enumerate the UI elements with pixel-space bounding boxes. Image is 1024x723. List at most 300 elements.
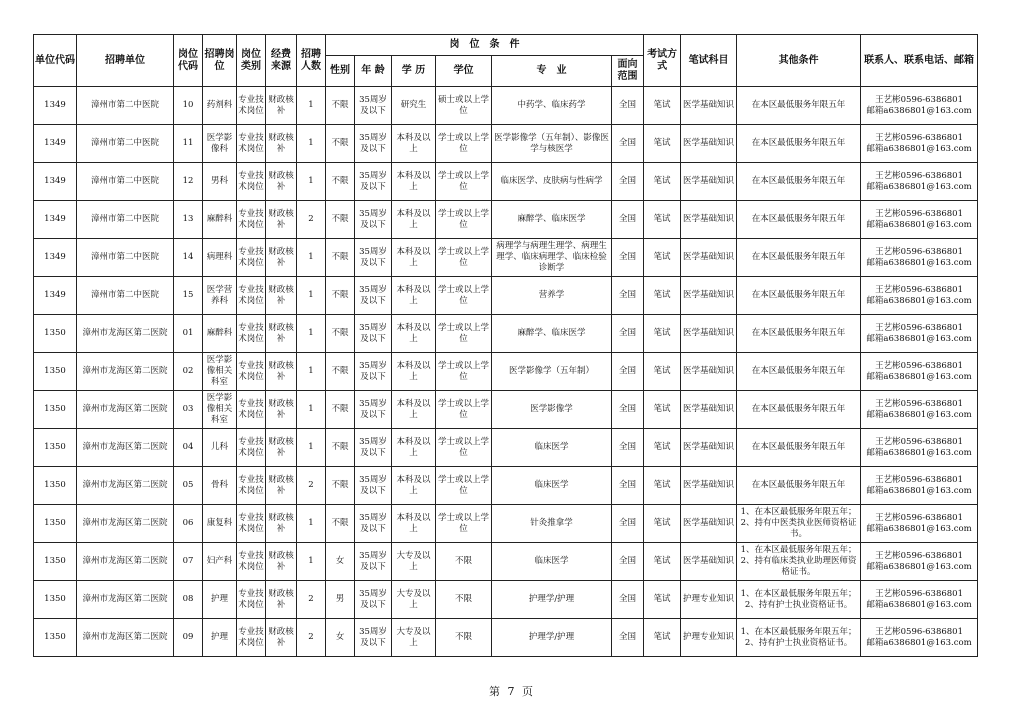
- post-cell: 护理: [203, 581, 237, 619]
- education-cell: 本科及以上: [392, 125, 436, 163]
- count-cell: 2: [297, 467, 326, 505]
- header-scope: 面向范围: [612, 56, 644, 87]
- table-row: [34, 315, 978, 353]
- contact-email: 邮箱a6386801@163.com: [866, 257, 972, 268]
- sex-cell: 不限: [326, 353, 355, 391]
- age-cell: 35周岁及以下: [355, 619, 392, 657]
- post-cell: 医学影像相关科室: [203, 353, 237, 391]
- contact-email: 邮箱a6386801@163.com: [866, 637, 972, 648]
- contact-cell: [861, 239, 978, 277]
- post-cell: 护理: [203, 619, 237, 657]
- contact-cell: [861, 429, 978, 467]
- post-code-cell: 15: [174, 277, 203, 315]
- contact-cell: [861, 391, 978, 429]
- sex-cell: 不限: [326, 429, 355, 467]
- funding-cell: 财政核补: [266, 201, 297, 239]
- age-cell: 35周岁及以下: [355, 315, 392, 353]
- degree-cell: 学士或以上学位: [436, 163, 492, 201]
- major-cell: 护理学/护理: [492, 581, 612, 619]
- funding-cell: 财政核补: [266, 87, 297, 125]
- table-body: [34, 87, 978, 657]
- table-row: [34, 619, 978, 657]
- exam-mode-cell: 笔试: [644, 429, 681, 467]
- post-type-cell: 专业技术岗位: [237, 391, 266, 429]
- table-row: [34, 277, 978, 315]
- funding-cell: 财政核补: [266, 505, 297, 543]
- table-row: [34, 391, 978, 429]
- exam-mode-cell: 笔试: [644, 277, 681, 315]
- contact-name-phone: 王艺彬0596-6386801: [875, 398, 963, 409]
- education-cell: 大专及以上: [392, 543, 436, 581]
- age-cell: 35周岁及以下: [355, 239, 392, 277]
- post-code-cell: 10: [174, 87, 203, 125]
- education-cell: 本科及以上: [392, 505, 436, 543]
- unit-code-cell: 1349: [34, 239, 77, 277]
- contact-cell: [861, 581, 978, 619]
- sex-cell: 不限: [326, 391, 355, 429]
- contact-cell: [861, 619, 978, 657]
- count-cell: 1: [297, 353, 326, 391]
- contact-cell: [861, 353, 978, 391]
- funding-cell: 财政核补: [266, 163, 297, 201]
- unit-code-cell: 1350: [34, 581, 77, 619]
- age-cell: 35周岁及以下: [355, 467, 392, 505]
- scope-cell: 全国: [612, 315, 644, 353]
- contact-name-phone: 王艺彬0596-6386801: [875, 626, 963, 637]
- post-type-cell: 专业技术岗位: [237, 201, 266, 239]
- major-cell: 护理学/护理: [492, 619, 612, 657]
- post-cell: 儿科: [203, 429, 237, 467]
- header-exam-mode: 考试方式: [644, 35, 681, 87]
- other-conditions-cell: 在本区最低服务年限五年: [737, 353, 861, 391]
- post-type-cell: 专业技术岗位: [237, 315, 266, 353]
- count-cell: 1: [297, 505, 326, 543]
- contact-email: 邮箱a6386801@163.com: [866, 447, 972, 458]
- degree-cell: 不限: [436, 581, 492, 619]
- degree-cell: 学士或以上学位: [436, 315, 492, 353]
- count-cell: 2: [297, 581, 326, 619]
- contact-name-phone: 王艺彬0596-6386801: [875, 132, 963, 143]
- header-major: 专 业: [492, 56, 612, 87]
- contact-email: 邮箱a6386801@163.com: [866, 485, 972, 496]
- recruitment-table: [33, 34, 978, 657]
- other-conditions-cell: 1、在本区最低服务年限五年；2、持有护士执业资格证书。: [737, 581, 861, 619]
- table-row: [34, 505, 978, 543]
- written-subject-cell: 医学基础知识: [681, 543, 737, 581]
- sex-cell: 不限: [326, 315, 355, 353]
- contact-name-phone: 王艺彬0596-6386801: [875, 550, 963, 561]
- unit-name-cell: 漳州市第二中医院: [77, 201, 174, 239]
- unit-name-cell: 漳州市龙海区第二医院: [77, 467, 174, 505]
- post-cell: 康复科: [203, 505, 237, 543]
- contact-cell: [861, 277, 978, 315]
- unit-name-cell: 漳州市龙海区第二医院: [77, 619, 174, 657]
- age-cell: 35周岁及以下: [355, 391, 392, 429]
- exam-mode-cell: 笔试: [644, 239, 681, 277]
- contact-cell: [861, 543, 978, 581]
- contact-email: 邮箱a6386801@163.com: [866, 333, 972, 344]
- age-cell: 35周岁及以下: [355, 163, 392, 201]
- funding-cell: 财政核补: [266, 353, 297, 391]
- degree-cell: 学士或以上学位: [436, 353, 492, 391]
- contact-name-phone: 王艺彬0596-6386801: [875, 360, 963, 371]
- header-unit-code: 单位代码: [34, 35, 77, 87]
- contact-cell: [861, 87, 978, 125]
- scope-cell: 全国: [612, 619, 644, 657]
- unit-name-cell: 漳州市龙海区第二医院: [77, 391, 174, 429]
- exam-mode-cell: 笔试: [644, 391, 681, 429]
- major-cell: 营养学: [492, 277, 612, 315]
- header-written-subject: 笔试科目: [681, 35, 737, 87]
- post-type-cell: 专业技术岗位: [237, 429, 266, 467]
- contact-email: 邮箱a6386801@163.com: [866, 295, 972, 306]
- unit-code-cell: 1350: [34, 505, 77, 543]
- header-unit-name: 招聘单位: [77, 35, 174, 87]
- scope-cell: 全国: [612, 353, 644, 391]
- post-code-cell: 04: [174, 429, 203, 467]
- unit-name-cell: 漳州市龙海区第二医院: [77, 315, 174, 353]
- count-cell: 1: [297, 391, 326, 429]
- degree-cell: 不限: [436, 543, 492, 581]
- written-subject-cell: 医学基础知识: [681, 353, 737, 391]
- major-cell: 麻醉学、临床医学: [492, 201, 612, 239]
- contact-email: 邮箱a6386801@163.com: [866, 181, 972, 192]
- age-cell: 35周岁及以下: [355, 201, 392, 239]
- other-conditions-cell: 在本区最低服务年限五年: [737, 87, 861, 125]
- sex-cell: 不限: [326, 277, 355, 315]
- exam-mode-cell: 笔试: [644, 543, 681, 581]
- degree-cell: 学士或以上学位: [436, 505, 492, 543]
- age-cell: 35周岁及以下: [355, 505, 392, 543]
- funding-cell: 财政核补: [266, 277, 297, 315]
- written-subject-cell: 医学基础知识: [681, 163, 737, 201]
- count-cell: 2: [297, 201, 326, 239]
- exam-mode-cell: 笔试: [644, 353, 681, 391]
- sex-cell: 不限: [326, 467, 355, 505]
- education-cell: 本科及以上: [392, 201, 436, 239]
- post-cell: 病理科: [203, 239, 237, 277]
- exam-mode-cell: 笔试: [644, 619, 681, 657]
- age-cell: 35周岁及以下: [355, 353, 392, 391]
- contact-name-phone: 王艺彬0596-6386801: [875, 170, 963, 181]
- major-cell: 麻醉学、临床医学: [492, 315, 612, 353]
- unit-name-cell: 漳州市龙海区第二医院: [77, 581, 174, 619]
- education-cell: 本科及以上: [392, 467, 436, 505]
- contact-name-phone: 王艺彬0596-6386801: [875, 436, 963, 447]
- header-post-type: 岗位类别: [237, 35, 266, 87]
- page-number: 第 7 页: [489, 685, 535, 698]
- other-conditions-cell: 1、在本区最低服务年限五年；2、持有临床类执业助理医师资格证书。: [737, 543, 861, 581]
- exam-mode-cell: 笔试: [644, 505, 681, 543]
- major-cell: 临床医学、皮肤病与性病学: [492, 163, 612, 201]
- scope-cell: 全国: [612, 125, 644, 163]
- other-conditions-cell: 在本区最低服务年限五年: [737, 277, 861, 315]
- post-type-cell: 专业技术岗位: [237, 543, 266, 581]
- header-count: 招聘人数: [297, 35, 326, 87]
- education-cell: 本科及以上: [392, 315, 436, 353]
- contact-name-phone: 王艺彬0596-6386801: [875, 588, 963, 599]
- table-row: [34, 543, 978, 581]
- other-conditions-cell: 在本区最低服务年限五年: [737, 125, 861, 163]
- unit-name-cell: 漳州市第二中医院: [77, 163, 174, 201]
- degree-cell: 不限: [436, 619, 492, 657]
- major-cell: 中药学、临床药学: [492, 87, 612, 125]
- written-subject-cell: 医学基础知识: [681, 505, 737, 543]
- unit-name-cell: 漳州市龙海区第二医院: [77, 543, 174, 581]
- funding-cell: 财政核补: [266, 619, 297, 657]
- sex-cell: 不限: [326, 201, 355, 239]
- age-cell: 35周岁及以下: [355, 277, 392, 315]
- scope-cell: 全国: [612, 543, 644, 581]
- header-age: 年 龄: [355, 56, 392, 87]
- contact-email: 邮箱a6386801@163.com: [866, 409, 972, 420]
- count-cell: 1: [297, 277, 326, 315]
- contact-name-phone: 王艺彬0596-6386801: [875, 284, 963, 295]
- scope-cell: 全国: [612, 201, 644, 239]
- sex-cell: 不限: [326, 239, 355, 277]
- unit-code-cell: 1349: [34, 125, 77, 163]
- degree-cell: 学士或以上学位: [436, 429, 492, 467]
- unit-code-cell: 1350: [34, 353, 77, 391]
- post-code-cell: 13: [174, 201, 203, 239]
- degree-cell: 硕士或以上学位: [436, 87, 492, 125]
- age-cell: 35周岁及以下: [355, 125, 392, 163]
- written-subject-cell: 护理专业知识: [681, 619, 737, 657]
- post-type-cell: 专业技术岗位: [237, 353, 266, 391]
- other-conditions-cell: 在本区最低服务年限五年: [737, 201, 861, 239]
- scope-cell: 全国: [612, 391, 644, 429]
- post-type-cell: 专业技术岗位: [237, 619, 266, 657]
- degree-cell: 学士或以上学位: [436, 239, 492, 277]
- contact-name-phone: 王艺彬0596-6386801: [875, 94, 963, 105]
- contact-email: 邮箱a6386801@163.com: [866, 219, 972, 230]
- table-row: [34, 429, 978, 467]
- written-subject-cell: 医学基础知识: [681, 391, 737, 429]
- unit-code-cell: 1349: [34, 277, 77, 315]
- contact-email: 邮箱a6386801@163.com: [866, 523, 972, 534]
- degree-cell: 学士或以上学位: [436, 201, 492, 239]
- education-cell: 本科及以上: [392, 163, 436, 201]
- scope-cell: 全国: [612, 505, 644, 543]
- table-row: [34, 201, 978, 239]
- contact-email: 邮箱a6386801@163.com: [866, 599, 972, 610]
- unit-code-cell: 1350: [34, 467, 77, 505]
- scope-cell: 全国: [612, 163, 644, 201]
- major-cell: 医学影像学（五年制）: [492, 353, 612, 391]
- scope-cell: 全国: [612, 429, 644, 467]
- table-row: [34, 163, 978, 201]
- major-cell: 病理学与病理生理学、病理生理学、临床病理学、临床检验诊断学: [492, 239, 612, 277]
- sex-cell: 不限: [326, 505, 355, 543]
- contact-email: 邮箱a6386801@163.com: [866, 105, 972, 116]
- post-type-cell: 专业技术岗位: [237, 581, 266, 619]
- count-cell: 1: [297, 315, 326, 353]
- degree-cell: 学士或以上学位: [436, 125, 492, 163]
- degree-cell: 学士或以上学位: [436, 467, 492, 505]
- age-cell: 35周岁及以下: [355, 429, 392, 467]
- contact-email: 邮箱a6386801@163.com: [866, 143, 972, 154]
- scope-cell: 全国: [612, 467, 644, 505]
- post-type-cell: 专业技术岗位: [237, 125, 266, 163]
- post-code-cell: 08: [174, 581, 203, 619]
- unit-code-cell: 1350: [34, 543, 77, 581]
- other-conditions-cell: 1、在本区最低服务年限五年；2、持有护士执业资格证书。: [737, 619, 861, 657]
- header-conditions: 岗 位 条 件: [326, 35, 644, 56]
- table-header: [34, 35, 978, 87]
- other-conditions-cell: 在本区最低服务年限五年: [737, 391, 861, 429]
- funding-cell: 财政核补: [266, 581, 297, 619]
- contact-name-phone: 王艺彬0596-6386801: [875, 322, 963, 333]
- table-row: [34, 353, 978, 391]
- contact-name-phone: 王艺彬0596-6386801: [875, 512, 963, 523]
- post-cell: 医学影像相关科室: [203, 391, 237, 429]
- other-conditions-cell: 在本区最低服务年限五年: [737, 239, 861, 277]
- contact-name-phone: 王艺彬0596-6386801: [875, 208, 963, 219]
- header-education: 学 历: [392, 56, 436, 87]
- other-conditions-cell: 1、在本区最低服务年限五年；2、持有中医类执业医师资格证书。: [737, 505, 861, 543]
- education-cell: 大专及以上: [392, 619, 436, 657]
- post-code-cell: 01: [174, 315, 203, 353]
- funding-cell: 财政核补: [266, 125, 297, 163]
- education-cell: 本科及以上: [392, 239, 436, 277]
- education-cell: 本科及以上: [392, 391, 436, 429]
- funding-cell: 财政核补: [266, 543, 297, 581]
- contact-email: 邮箱a6386801@163.com: [866, 371, 972, 382]
- degree-cell: 学士或以上学位: [436, 277, 492, 315]
- post-code-cell: 02: [174, 353, 203, 391]
- major-cell: 临床医学: [492, 543, 612, 581]
- post-type-cell: 专业技术岗位: [237, 87, 266, 125]
- contact-email: 邮箱a6386801@163.com: [866, 561, 972, 572]
- funding-cell: 财政核补: [266, 429, 297, 467]
- degree-cell: 学士或以上学位: [436, 391, 492, 429]
- header-post: 招聘岗位: [203, 35, 237, 87]
- major-cell: 针灸推拿学: [492, 505, 612, 543]
- count-cell: 1: [297, 239, 326, 277]
- contact-name-phone: 王艺彬0596-6386801: [875, 474, 963, 485]
- age-cell: 35周岁及以下: [355, 581, 392, 619]
- written-subject-cell: 医学基础知识: [681, 125, 737, 163]
- exam-mode-cell: 笔试: [644, 581, 681, 619]
- table-row: [34, 581, 978, 619]
- exam-mode-cell: 笔试: [644, 163, 681, 201]
- sex-cell: 不限: [326, 125, 355, 163]
- unit-name-cell: 漳州市第二中医院: [77, 87, 174, 125]
- education-cell: 大专及以上: [392, 581, 436, 619]
- education-cell: 本科及以上: [392, 277, 436, 315]
- post-code-cell: 03: [174, 391, 203, 429]
- sex-cell: 女: [326, 619, 355, 657]
- scope-cell: 全国: [612, 581, 644, 619]
- header-post-code: 岗位代码: [174, 35, 203, 87]
- funding-cell: 财政核补: [266, 467, 297, 505]
- scope-cell: 全国: [612, 239, 644, 277]
- unit-code-cell: 1350: [34, 391, 77, 429]
- header-other: 其他条件: [737, 35, 861, 87]
- post-cell: 药剂科: [203, 87, 237, 125]
- post-code-cell: 12: [174, 163, 203, 201]
- post-cell: 男科: [203, 163, 237, 201]
- written-subject-cell: 医学基础知识: [681, 467, 737, 505]
- unit-name-cell: 漳州市龙海区第二医院: [77, 429, 174, 467]
- contact-name-phone: 王艺彬0596-6386801: [875, 246, 963, 257]
- table-row: [34, 87, 978, 125]
- contact-cell: [861, 315, 978, 353]
- post-cell: 麻醉科: [203, 201, 237, 239]
- major-cell: 临床医学: [492, 467, 612, 505]
- written-subject-cell: 医学基础知识: [681, 201, 737, 239]
- post-code-cell: 05: [174, 467, 203, 505]
- written-subject-cell: 医学基础知识: [681, 239, 737, 277]
- unit-code-cell: 1350: [34, 619, 77, 657]
- major-cell: 临床医学: [492, 429, 612, 467]
- education-cell: 本科及以上: [392, 353, 436, 391]
- count-cell: 1: [297, 543, 326, 581]
- post-type-cell: 专业技术岗位: [237, 505, 266, 543]
- unit-name-cell: 漳州市第二中医院: [77, 125, 174, 163]
- unit-name-cell: 漳州市龙海区第二医院: [77, 505, 174, 543]
- unit-code-cell: 1350: [34, 429, 77, 467]
- post-type-cell: 专业技术岗位: [237, 467, 266, 505]
- written-subject-cell: 医学基础知识: [681, 429, 737, 467]
- age-cell: 35周岁及以下: [355, 543, 392, 581]
- contact-cell: [861, 467, 978, 505]
- exam-mode-cell: 笔试: [644, 201, 681, 239]
- table-row: [34, 467, 978, 505]
- header-contact: 联系人、联系电话、邮箱: [861, 35, 978, 87]
- written-subject-cell: 医学基础知识: [681, 87, 737, 125]
- header-sex: 性别: [326, 56, 355, 87]
- count-cell: 1: [297, 87, 326, 125]
- sex-cell: 男: [326, 581, 355, 619]
- other-conditions-cell: 在本区最低服务年限五年: [737, 163, 861, 201]
- count-cell: 2: [297, 619, 326, 657]
- post-cell: 骨科: [203, 467, 237, 505]
- post-type-cell: 专业技术岗位: [237, 163, 266, 201]
- post-code-cell: 09: [174, 619, 203, 657]
- written-subject-cell: 护理专业知识: [681, 581, 737, 619]
- major-cell: 医学影像学（五年制）、影像医学与核医学: [492, 125, 612, 163]
- count-cell: 1: [297, 163, 326, 201]
- written-subject-cell: 医学基础知识: [681, 277, 737, 315]
- unit-name-cell: 漳州市第二中医院: [77, 277, 174, 315]
- age-cell: 35周岁及以下: [355, 87, 392, 125]
- exam-mode-cell: 笔试: [644, 87, 681, 125]
- other-conditions-cell: 在本区最低服务年限五年: [737, 467, 861, 505]
- funding-cell: 财政核补: [266, 315, 297, 353]
- funding-cell: 财政核补: [266, 391, 297, 429]
- funding-cell: 财政核补: [266, 239, 297, 277]
- header-degree: 学位: [436, 56, 492, 87]
- written-subject-cell: 医学基础知识: [681, 315, 737, 353]
- unit-code-cell: 1349: [34, 163, 77, 201]
- post-cell: 妇产科: [203, 543, 237, 581]
- education-cell: 研究生: [392, 87, 436, 125]
- post-code-cell: 06: [174, 505, 203, 543]
- unit-code-cell: 1349: [34, 87, 77, 125]
- table-row: [34, 125, 978, 163]
- contact-cell: [861, 201, 978, 239]
- post-cell: 麻醉科: [203, 315, 237, 353]
- scope-cell: 全国: [612, 277, 644, 315]
- exam-mode-cell: 笔试: [644, 125, 681, 163]
- contact-cell: [861, 163, 978, 201]
- recruitment-table-page: [33, 34, 977, 657]
- sex-cell: 不限: [326, 87, 355, 125]
- scope-cell: 全国: [612, 87, 644, 125]
- header-funding: 经费来源: [266, 35, 297, 87]
- sex-cell: 不限: [326, 163, 355, 201]
